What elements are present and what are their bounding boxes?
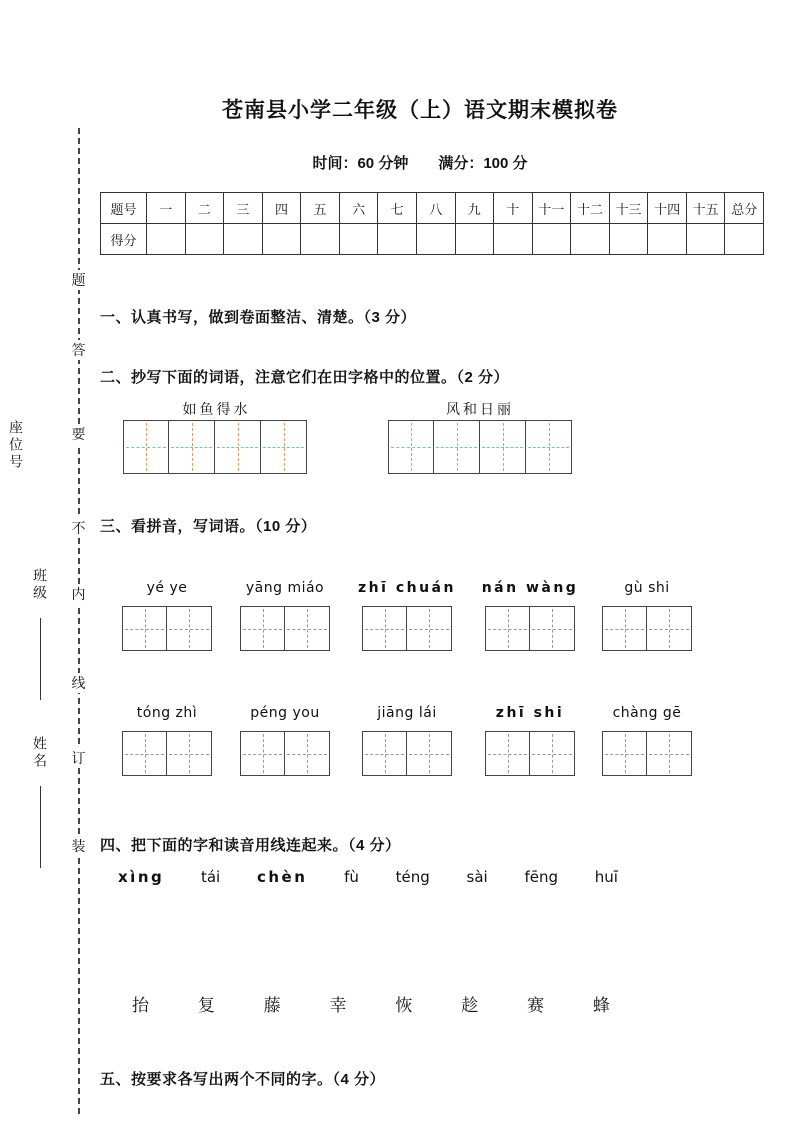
score-col: 一 (147, 193, 186, 224)
binding-char: 装 (69, 836, 88, 856)
answer-grid (485, 731, 575, 776)
score-col: 十二 (571, 193, 610, 224)
score-cell (262, 224, 301, 255)
tianzige-cell (240, 731, 285, 776)
match-char: 恢 (395, 996, 413, 1015)
score-col: 六 (339, 193, 378, 224)
match-char: 赛 (527, 996, 545, 1015)
match-pinyin: tái (200, 868, 221, 886)
score-col: 十一 (532, 193, 571, 224)
tianzige-cell (480, 420, 526, 474)
match-char: 藤 (263, 996, 281, 1015)
answer-grid (602, 731, 692, 776)
score-cell (147, 224, 186, 255)
score-col: 总分 (725, 193, 764, 224)
tianzige-cell (602, 731, 647, 776)
tianzige-cell (123, 420, 169, 474)
tianzige-cell (240, 606, 285, 651)
copy-word-1: 如鱼得水 (182, 403, 251, 418)
tianzige-cell (167, 606, 212, 651)
score-cell (378, 224, 417, 255)
score-table-score-row (101, 224, 764, 255)
tianzige-cell (388, 420, 434, 474)
tianzige-cell (362, 731, 407, 776)
score-cell (339, 224, 378, 255)
match-pinyin: sài (466, 868, 488, 886)
tianzige-cell (215, 420, 261, 474)
binding-char: 内 (69, 584, 88, 604)
class-label: 班级 (31, 568, 46, 602)
score-cell (532, 224, 571, 255)
match-pinyin: fēng (524, 868, 558, 886)
tianzige-cell (285, 731, 330, 776)
answer-grid (240, 731, 330, 776)
score-col: 七 (378, 193, 417, 224)
score-col: 十三 (609, 193, 648, 224)
page-title: 苍南县小学二年级（上）语文期末模拟卷 (222, 99, 618, 122)
match-char: 抬 (132, 996, 149, 1015)
name-label: 姓名 (31, 736, 46, 770)
pinyin-word: tóng zhì (136, 705, 198, 721)
tianzige-cell (647, 606, 692, 651)
match-pinyin-row (118, 868, 618, 886)
score-cell (224, 224, 263, 255)
tianzige-cell (485, 606, 530, 651)
match-pinyin: xìng (118, 868, 165, 886)
binding-char: 线 (69, 673, 88, 693)
section-2-title: 二、抄写下面的词语，注意它们在田字格中的位置。（2 分） (100, 369, 510, 386)
pinyin-word: yé ye (146, 580, 188, 596)
answer-grid (240, 606, 330, 651)
score-cell (648, 224, 687, 255)
section-3-title: 三、看拼音，写词语。（10 分） (100, 518, 317, 535)
tianzige-cell (526, 420, 572, 474)
score-col: 八 (416, 193, 455, 224)
match-char: 蜂 (592, 996, 610, 1015)
pinyin-word: chàng gē (612, 705, 682, 721)
tianzige-cell (530, 731, 575, 776)
binding-char: 题 (69, 270, 88, 290)
tianzige-cell (169, 420, 215, 474)
match-char: 幸 (329, 996, 347, 1015)
pinyin-word: jiāng lái (377, 705, 437, 721)
score-col: 九 (455, 193, 494, 224)
score-cell (609, 224, 648, 255)
score-cell (494, 224, 533, 255)
tianzige-cell (485, 731, 530, 776)
score-cell (686, 224, 725, 255)
binding-char: 要 (69, 424, 88, 444)
name-blank-line (40, 786, 41, 868)
tianzige-cell (434, 420, 480, 474)
score-cell (725, 224, 764, 255)
score-label: 得分 (101, 224, 147, 255)
score-cell (301, 224, 340, 255)
tianzige-cell (261, 420, 307, 474)
tianzige-cell (167, 731, 212, 776)
pinyin-word: zhī chuán (358, 580, 456, 596)
tianzige-cell (530, 606, 575, 651)
answer-grid (122, 731, 212, 776)
tianzige-cell (407, 606, 452, 651)
copy-grid-1 (123, 420, 307, 474)
match-pinyin: fù (344, 868, 359, 886)
binding-char: 订 (69, 748, 88, 768)
answer-grid (362, 731, 452, 776)
match-pinyin: téng (395, 868, 430, 886)
score-col: 十四 (648, 193, 687, 224)
score-col: 五 (301, 193, 340, 224)
score-table-header-row (101, 193, 764, 224)
copy-grid-2 (388, 420, 572, 474)
score-cell (416, 224, 455, 255)
score-cell (185, 224, 224, 255)
score-col: 二 (185, 193, 224, 224)
tianzige-cell (122, 731, 167, 776)
match-char-row (132, 991, 610, 1016)
pinyin-word: péng you (250, 705, 320, 721)
answer-grid (122, 606, 212, 651)
question-number-label: 题号 (101, 193, 147, 224)
binding-char: 答 (69, 340, 88, 360)
section-1-title: 一、认真书写，做到卷面整洁、清楚。（3 分） (100, 309, 417, 326)
class-blank-line (40, 618, 41, 700)
copy-word-2: 风和日丽 (446, 403, 514, 418)
match-char: 复 (197, 996, 215, 1015)
exam-meta: 时间：60 分钟 满分：100 分 (312, 155, 528, 172)
pinyin-word: zhī shi (495, 705, 565, 721)
seat-number-label: 座位号 (7, 420, 22, 471)
tianzige-cell (285, 606, 330, 651)
pinyin-word: nán wàng (481, 580, 579, 596)
score-table (100, 192, 764, 255)
score-cell (571, 224, 610, 255)
pinyin-word: gù shi (624, 580, 670, 596)
pinyin-word: yāng miáo (245, 580, 325, 596)
score-col: 三 (224, 193, 263, 224)
answer-grid (362, 606, 452, 651)
match-pinyin: huī (594, 868, 618, 886)
score-col: 十 (494, 193, 533, 224)
answer-grid (485, 606, 575, 651)
tianzige-cell (407, 731, 452, 776)
section-5-title: 五、按要求各写出两个不同的字。（4 分） (100, 1071, 386, 1088)
answer-grid (602, 606, 692, 651)
score-col: 十五 (686, 193, 725, 224)
tianzige-cell (362, 606, 407, 651)
tianzige-cell (122, 606, 167, 651)
binding-char: 不 (69, 518, 88, 538)
match-pinyin: chèn (256, 868, 308, 886)
score-cell (455, 224, 494, 255)
match-char: 趁 (461, 996, 479, 1015)
tianzige-cell (602, 606, 647, 651)
section-4-title: 四、把下面的字和读音用线连起来。（4 分） (100, 837, 401, 854)
tianzige-cell (647, 731, 692, 776)
score-col: 四 (262, 193, 301, 224)
